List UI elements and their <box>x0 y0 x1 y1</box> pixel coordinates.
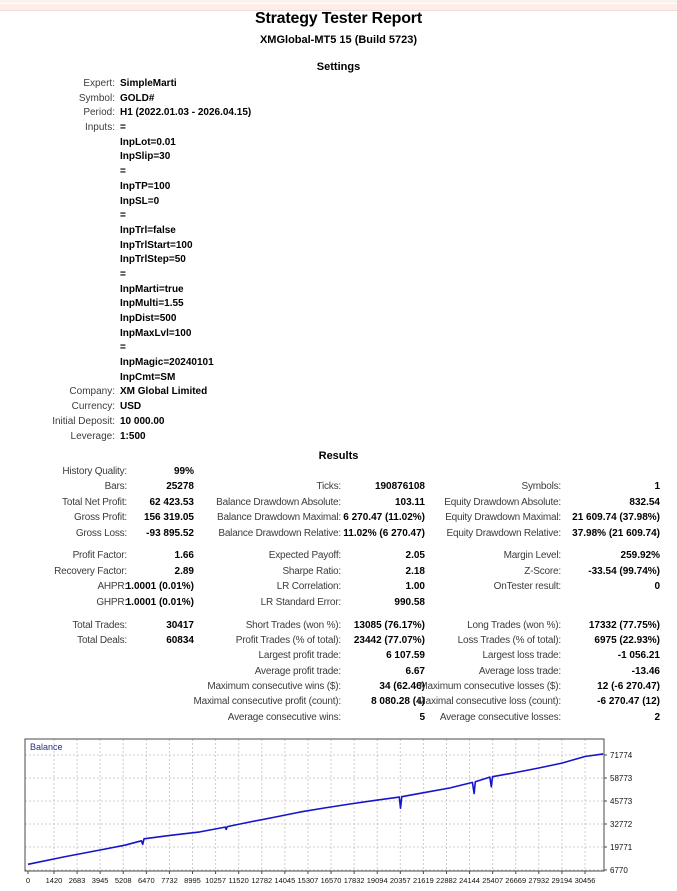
settings-row-label: Currency: <box>71 401 115 413</box>
result-value: 60834 <box>166 634 194 646</box>
result-label: Z-Score: <box>524 565 561 577</box>
settings-row <box>0 77 677 92</box>
result-label: Profit Trades (% of total): <box>235 634 341 646</box>
results-row <box>0 526 677 541</box>
x-tick-label: 5208 <box>114 876 132 885</box>
settings-row-value: = <box>120 166 126 178</box>
x-tick-label: 7732 <box>161 876 178 885</box>
settings-row-value: XM Global Limited <box>120 386 208 398</box>
settings-row-value: InpTrlStep=50 <box>120 254 186 266</box>
result-value: 6975 (22.93%) <box>594 634 660 646</box>
settings-row-value: InpSlip=30 <box>120 151 171 163</box>
chart-legend-label: Balance <box>30 742 63 752</box>
x-tick-label: 12782 <box>251 876 273 885</box>
settings-row-value: InpLot=0.01 <box>120 136 176 148</box>
results-row <box>0 579 677 594</box>
results-row <box>0 664 677 679</box>
result-label: Balance Drawdown Absolute: <box>216 496 341 508</box>
settings-row <box>0 371 677 386</box>
settings-row-value: InpDist=500 <box>120 313 177 324</box>
result-value: 37.98% (21 609.74) <box>572 527 660 539</box>
result-value: 259.92% <box>620 550 660 562</box>
results-table <box>0 464 677 725</box>
balance-line <box>28 754 603 864</box>
result-label: Average loss trade: <box>478 665 561 677</box>
result-value: 2.89 <box>174 565 194 577</box>
results-spacer <box>0 610 677 618</box>
report-server-line: XMGlobal-MT5 15 (Build 5723) <box>259 34 418 46</box>
x-tick-label: 6470 <box>137 876 155 885</box>
result-label: AHPR: <box>97 581 127 593</box>
settings-row <box>0 356 677 371</box>
results-row <box>0 479 677 494</box>
result-value: 17332 (77.75%) <box>588 619 660 631</box>
results-row <box>0 548 677 563</box>
settings-row-label: Initial Deposit: <box>52 415 115 427</box>
settings-row-value: InpTrlStart=100 <box>120 239 193 251</box>
result-label: Gross Loss: <box>75 527 127 539</box>
result-label: Symbols: <box>521 481 561 493</box>
settings-row-value: InpMagic=20240101 <box>120 357 214 369</box>
result-label: Loss Trades (% of total): <box>457 634 561 646</box>
result-value: 156 319.05 <box>143 512 194 524</box>
result-label: Recovery Factor: <box>54 565 127 577</box>
settings-row <box>0 136 677 151</box>
settings-row-value: = <box>120 122 126 134</box>
result-value: 1 <box>654 481 660 493</box>
result-value: 8 080.28 (4) <box>371 696 425 708</box>
result-value: 99% <box>173 466 194 477</box>
result-value: 103.11 <box>394 496 425 508</box>
result-value: 990.58 <box>394 596 425 608</box>
settings-row-label: Period: <box>83 107 115 119</box>
result-value: 1.66 <box>174 550 194 562</box>
result-value: 21 609.74 (37.98%) <box>572 512 660 524</box>
result-label: OnTester result: <box>493 581 561 593</box>
result-label: Largest loss trade: <box>482 650 561 662</box>
settings-row-value: = <box>120 268 126 280</box>
results-row <box>0 564 677 579</box>
result-label: Equity Drawdown Absolute: <box>444 496 561 508</box>
settings-row-value: = <box>120 342 126 354</box>
result-label: Short Trades (won %): <box>245 619 341 631</box>
settings-row <box>0 415 677 430</box>
x-tick-label: 19094 <box>366 876 388 885</box>
x-tick-label: 0 <box>25 876 31 885</box>
settings-row <box>0 92 677 107</box>
settings-row-value: 1:500 <box>120 430 146 442</box>
x-tick-label: 26669 <box>505 876 527 885</box>
balance-chart-svg <box>0 736 677 891</box>
settings-row <box>0 430 677 445</box>
results-heading: Results <box>318 450 359 462</box>
settings-row <box>0 121 677 136</box>
result-label: Balance Drawdown Relative: <box>218 527 341 539</box>
result-label: Maximum consecutive wins ($): <box>207 681 341 693</box>
result-label: Average profit trade: <box>254 665 341 677</box>
x-tick-label: 2683 <box>68 876 86 885</box>
result-value: 5 <box>419 711 425 723</box>
results-row <box>0 464 677 479</box>
result-value: 2.05 <box>405 550 425 562</box>
x-tick-label: 11520 <box>228 876 249 885</box>
result-label: Long Trades (won %): <box>467 619 561 631</box>
x-tick-label: 8995 <box>184 876 201 885</box>
y-tick-label: 6770 <box>610 866 628 875</box>
x-tick-label: 24144 <box>459 876 480 885</box>
result-label: Maximal consecutive profit (count): <box>193 696 341 708</box>
result-value: 1.00 <box>405 581 425 593</box>
chart-border <box>25 739 604 871</box>
result-label: Average consecutive losses: <box>439 711 561 723</box>
result-value: -6 270.47 (12) <box>597 696 660 708</box>
x-tick-label: 21619 <box>412 876 434 885</box>
result-label: LR Correlation: <box>276 581 341 593</box>
result-label: Balance Drawdown Maximal: <box>217 512 341 524</box>
report-title: Strategy Tester Report <box>255 10 422 27</box>
settings-row <box>0 106 677 121</box>
x-tick-label: 20357 <box>389 876 411 885</box>
settings-row-value: InpTP=100 <box>120 180 171 192</box>
settings-row <box>0 385 677 400</box>
settings-row <box>0 297 677 312</box>
settings-row <box>0 312 677 327</box>
result-value: 62 423.53 <box>149 496 194 508</box>
settings-row-value: InpTrl=false <box>120 224 176 236</box>
settings-row-value: H1 (2022.01.03 - 2026.04.15) <box>120 107 252 119</box>
settings-row <box>0 239 677 254</box>
result-value: -33.54 (99.74%) <box>588 565 660 577</box>
settings-row-value: InpSL=0 <box>120 195 160 207</box>
settings-row-value: InpMulti=1.55 <box>120 298 184 310</box>
balance-chart <box>0 736 677 891</box>
results-row <box>0 710 677 725</box>
x-tick-label: 14045 <box>274 876 296 885</box>
settings-row <box>0 224 677 239</box>
result-value: 190876108 <box>374 481 425 493</box>
settings-row-value: USD <box>120 401 142 413</box>
result-label: Equity Drawdown Relative: <box>446 527 561 539</box>
result-value: -13.46 <box>631 665 660 677</box>
result-value: 13085 (76.17%) <box>353 619 425 631</box>
settings-row-value: InpCmt=SM <box>120 371 176 383</box>
settings-row-label: Leverage: <box>70 430 115 442</box>
result-label: LR Standard Error: <box>260 596 341 608</box>
y-tick-label: 71774 <box>610 751 633 760</box>
settings-row <box>0 180 677 195</box>
result-label: Maximum consecutive losses ($): <box>419 681 561 693</box>
y-tick-label: 45773 <box>610 796 633 806</box>
settings-row <box>0 195 677 210</box>
x-tick-label: 10257 <box>205 876 227 885</box>
settings-row-value: GOLD# <box>120 92 155 104</box>
results-row <box>0 679 677 694</box>
y-tick-label: 58773 <box>610 774 633 784</box>
result-value: 6 107.59 <box>386 650 425 662</box>
settings-row <box>0 253 677 268</box>
x-tick-label: 30456 <box>574 876 596 885</box>
settings-row-value: InpMaxLvl=100 <box>120 327 192 339</box>
x-tick-label: 15307 <box>297 876 319 885</box>
result-label: History Quality: <box>62 466 127 477</box>
x-tick-label: 17832 <box>343 876 365 885</box>
settings-row-label: Inputs: <box>84 122 115 134</box>
settings-table <box>0 77 677 444</box>
result-label: Maximal consecutive loss (count): <box>417 696 561 708</box>
result-label: GHPR: <box>96 596 127 608</box>
result-label: Bars: <box>104 481 127 493</box>
result-label: Margin Level: <box>503 550 561 562</box>
result-label: Expected Payoff: <box>268 550 341 562</box>
x-tick-label: 25407 <box>482 876 504 885</box>
settings-row-value: 10 000.00 <box>120 415 165 427</box>
result-label: Average consecutive wins: <box>227 711 341 723</box>
result-value: -93 895.52 <box>146 527 194 539</box>
settings-row-value: SimpleMarti <box>120 78 177 89</box>
settings-row-label: Expert: <box>83 78 115 89</box>
result-value: 832.54 <box>629 496 660 508</box>
result-label: Equity Drawdown Maximal: <box>445 512 561 524</box>
result-label: Ticks: <box>316 481 341 493</box>
result-label: Total Deals: <box>77 634 127 646</box>
result-value: 12 (-6 270.47) <box>597 681 660 693</box>
results-row <box>0 510 677 525</box>
results-row <box>0 495 677 510</box>
settings-row <box>0 400 677 415</box>
results-row <box>0 595 677 610</box>
x-tick-label: 1420 <box>45 876 63 885</box>
result-value: -1 056.21 <box>617 650 660 662</box>
result-label: Profit Factor: <box>72 550 127 562</box>
settings-row <box>0 327 677 342</box>
result-value: 30417 <box>166 619 194 631</box>
result-label: Largest profit trade: <box>258 650 341 662</box>
result-label: Gross Profit: <box>74 512 127 524</box>
x-tick-label: 27932 <box>528 876 550 885</box>
results-row <box>0 618 677 633</box>
result-value: 25278 <box>166 481 194 493</box>
x-tick-label: 22882 <box>436 876 457 885</box>
x-tick-label: 16570 <box>320 876 342 885</box>
y-tick-label: 19771 <box>610 842 633 852</box>
result-label: Total Trades: <box>72 619 127 631</box>
settings-row <box>0 150 677 165</box>
settings-row-value: InpMarti=true <box>120 283 184 295</box>
result-label: Sharpe Ratio: <box>282 565 341 577</box>
result-value: 6.67 <box>405 665 425 677</box>
x-tick-label: 29194 <box>551 876 573 885</box>
result-value: 34 (62.46) <box>379 681 425 693</box>
results-row <box>0 633 677 648</box>
result-value: 2 <box>654 711 660 723</box>
result-value: 6 270.47 (11.02%) <box>343 512 425 524</box>
settings-row-label: Company: <box>69 386 115 398</box>
settings-row <box>0 283 677 298</box>
result-value: 0 <box>654 581 660 593</box>
result-value: 11.02% (6 270.47) <box>343 527 425 539</box>
result-value: 2.18 <box>405 565 425 577</box>
results-row <box>0 694 677 709</box>
settings-row <box>0 165 677 180</box>
settings-row-label: Symbol: <box>78 92 115 104</box>
settings-row <box>0 341 677 356</box>
settings-row <box>0 268 677 283</box>
result-label: Total Net Profit: <box>62 496 127 508</box>
result-value: 1.0001 (0.01%) <box>125 581 194 593</box>
results-row <box>0 648 677 663</box>
settings-row <box>0 209 677 224</box>
settings-row-value: = <box>120 210 126 222</box>
y-tick-label: 32772 <box>610 819 633 829</box>
results-spacer <box>0 541 677 549</box>
settings-heading: Settings <box>316 61 361 73</box>
result-value: 23442 (77.07%) <box>353 634 425 646</box>
result-value: 1.0001 (0.01%) <box>125 596 194 608</box>
x-tick-label: 3945 <box>91 876 109 885</box>
